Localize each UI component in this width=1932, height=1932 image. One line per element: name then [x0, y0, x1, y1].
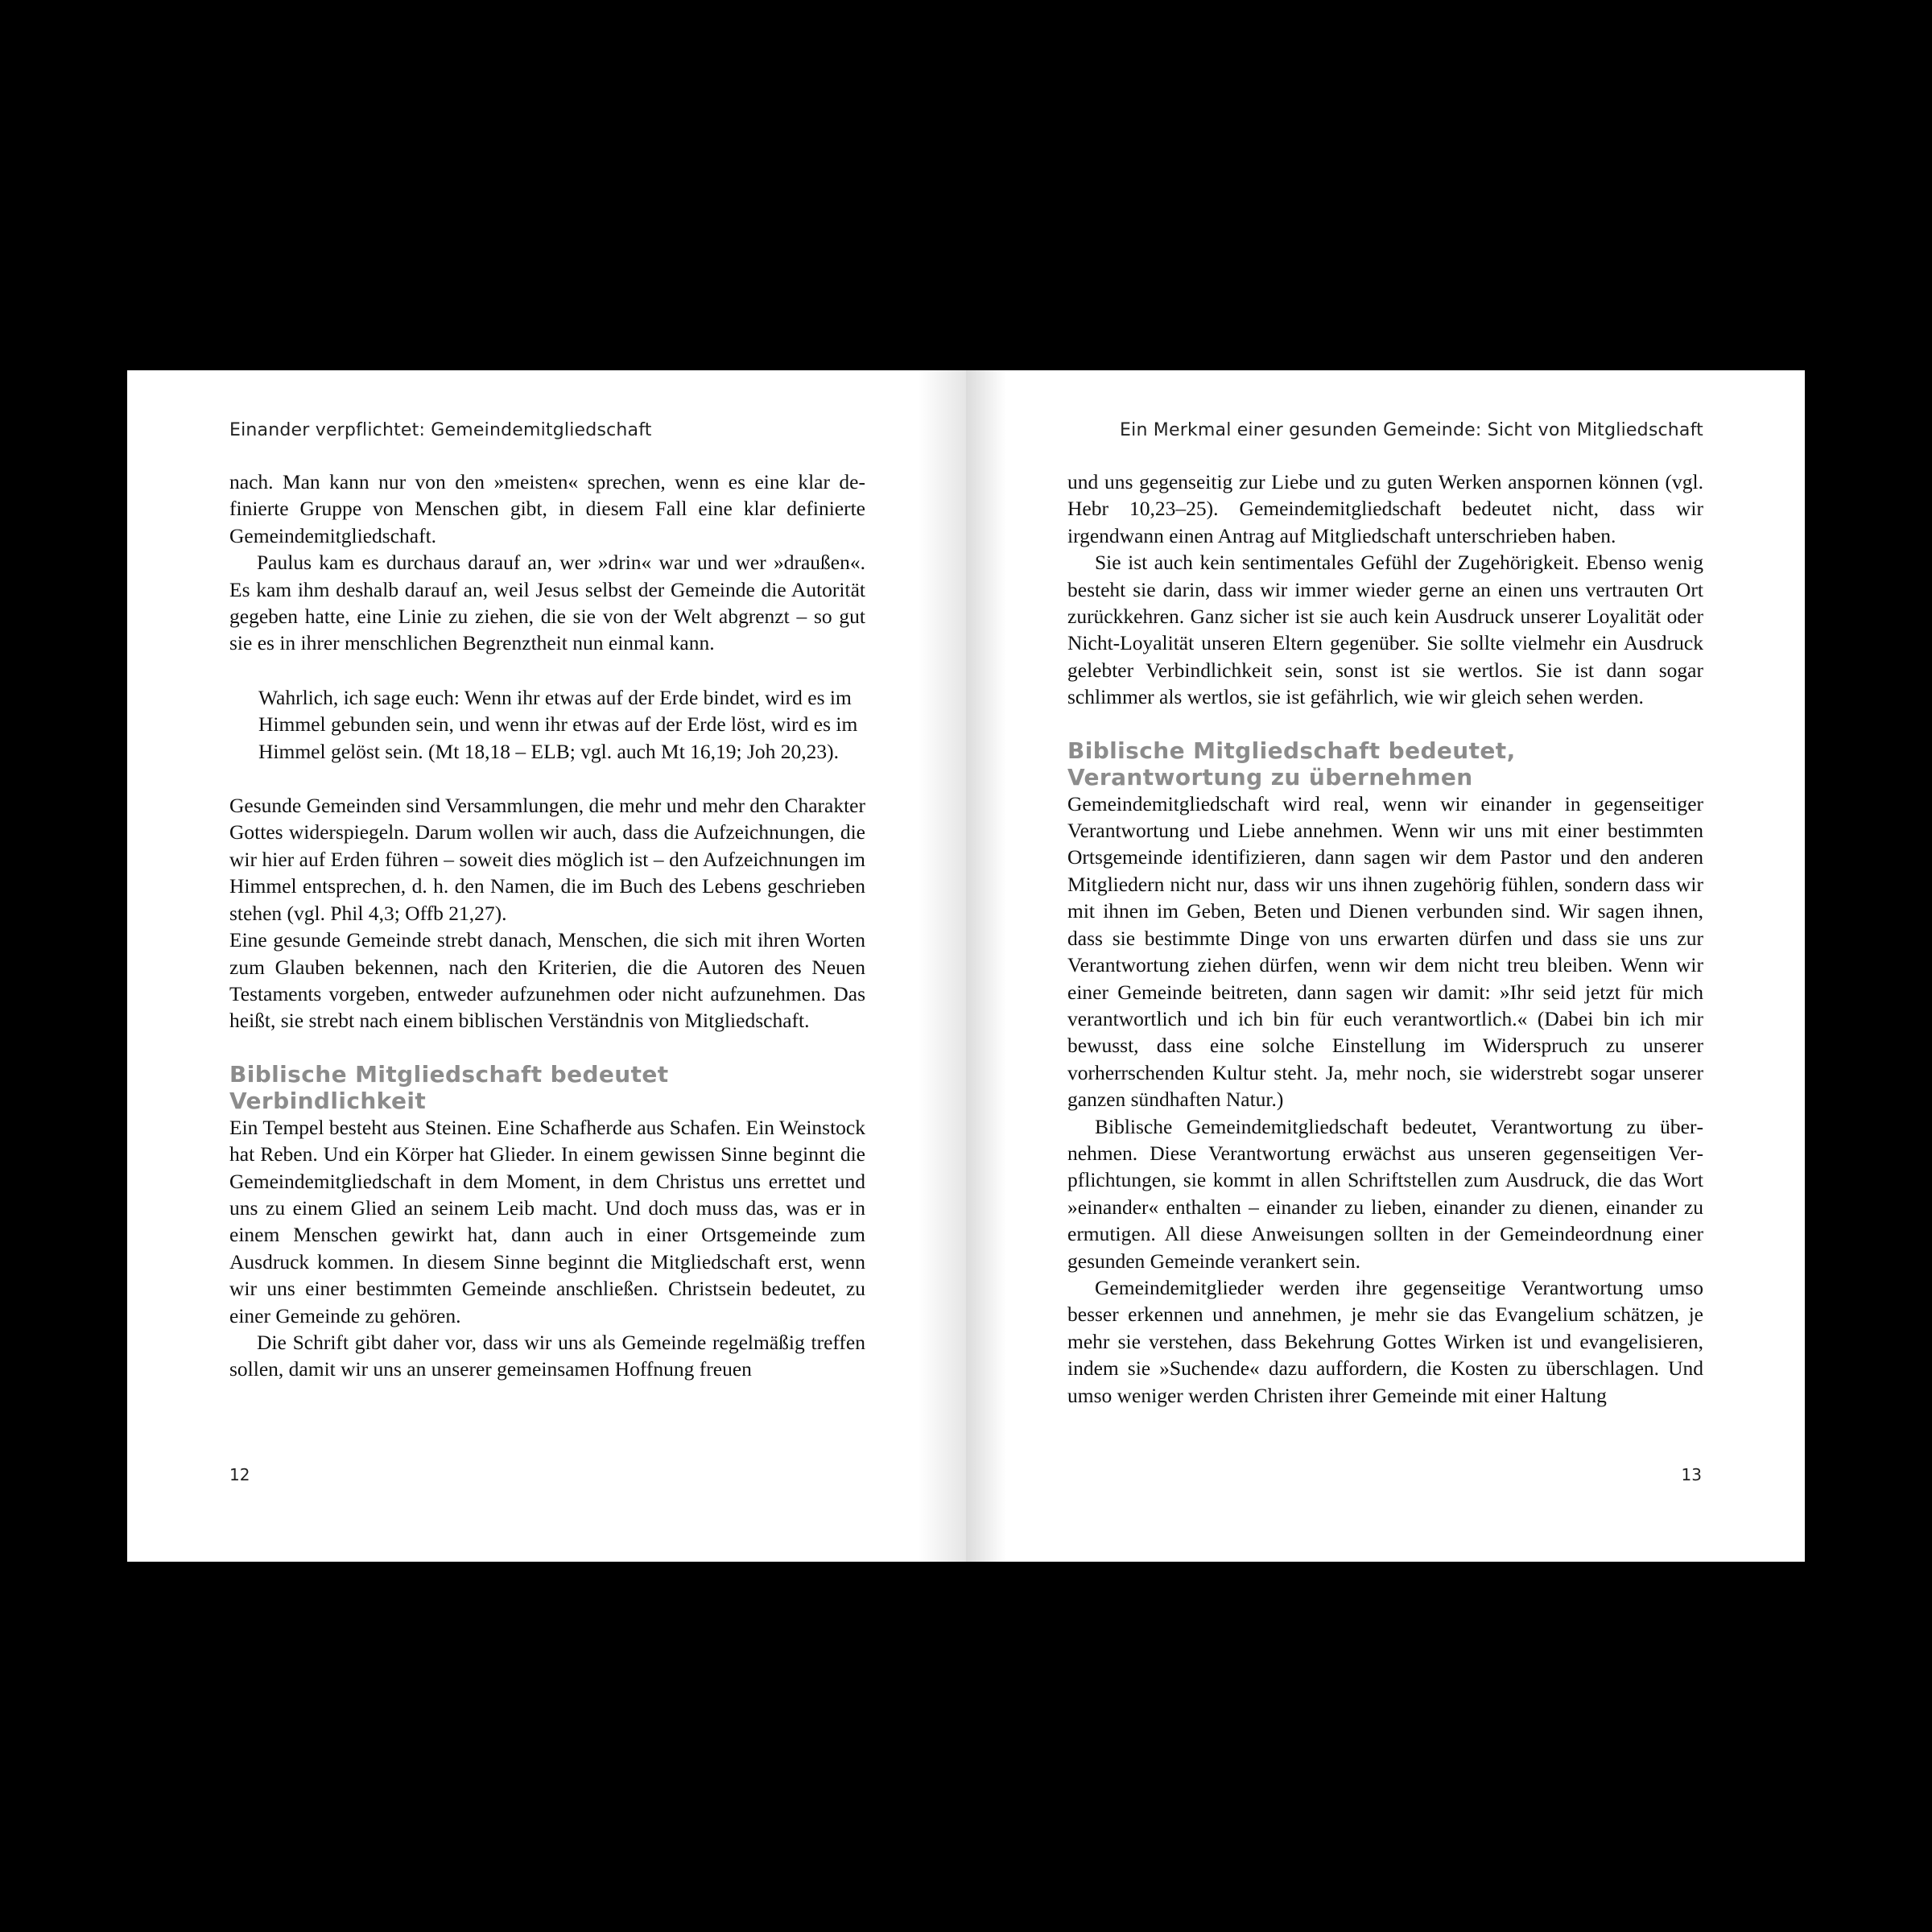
page-number: 12	[229, 1465, 250, 1484]
gutter-shadow	[918, 370, 966, 1562]
section-heading	[1067, 737, 1703, 791]
paragraph: Gemeindemitglieder werden ihre gegenseitige Verantwortung umso besser erkennen und annehmen, je mehr sie das Evangelium schätzen, je mehr sie verstehen, dass Bekehrung Gottes Wirken ist und evangelisieren, indem sie »Suchende« dazu auffordern, die Kosten zu überschlagen. Und umso weniger werden Christen ihrer Gemeinde mit einer Haltung	[1067, 1275, 1703, 1407]
section-heading: Biblische Mitgliedschaft bedeutet Verbindlichkeit	[229, 1060, 669, 1114]
gutter-shadow	[966, 370, 1006, 1562]
paragraph: Gemeindemitgliedschaft wird real, wenn wir einander in gegenseitiger Verantwortung und Liebe annehmen. Wenn wir uns mit einer bestimmten Ortsgemeinde identifizieren, dann sagen wir dem Pastor und den anderen Mitgliedern nicht nur, dass wir uns ihnen zugehörig fühlen, sondern dass wir mit ihnen im Geben, Beten und Dienen verbunden sind. Wir sagen ihnen, dass sie bestimmte Dinge von uns erwarten dürfen und dass sie uns zur Verantwortung ziehen dürfen, wenn wir dem nicht treu bleiben. Wenn wir einer Gemeinde beitreten, dann sagen wir damit: »Ihr seid jetzt für mich verantwortlich und ich bin für euch verantwortlich.« (Dabei bin ich mir bewusst, dass eine solche Einstellung im Widerspruch zu unserer vorherrschenden Kultur steht. Ja, mehr noch, sie widerstrebt sogar unserer ganzen sündhaften Natur.)	[1067, 791, 1703, 1112]
left-page	[127, 370, 966, 1562]
paragraph: und uns gegenseitig zur Liebe und zu guten Werken anspornen können (vgl. Hebr 10,23–25). Gemeindemitgliedschaft bedeutet nicht, dass wir irgendwann einen Antrag auf Mitgliedschaft unterschrieben haben.	[1067, 470, 1703, 547]
paragraph: Sie ist auch kein sentimentales Gefühl der Zugehörigkeit. Ebenso wenig besteht sie darin, dass wir immer wieder gerne an einen uns vertrauten Ort zurückkehren. Ganz sicher ist sie auch kein Ausdruck unserer Loyalität oder Nicht-Loyalität unseren Eltern gegenüber. Sie sollte vielmehr ein Ausdruck gelebter Verbindlichkeit sein, sonst ist sie wertlos. Sie ist dann sogar schlimmer als wertlos, sie ist gefährlich, wie wir gleich sehen werden.	[1067, 551, 1703, 709]
paragraph: Ein Tempel besteht aus Steinen. Eine Schafherde aus Schafen. Ein Weinstock hat Reben. Und ein Körper hat Glieder. In einem gewissen Sinne beginnt die Gemeindemitgliedschaft in dem Moment, in dem Christus uns errettet und uns zu einem Glied an seinem Leib macht. Und doch muss das, was er in einem Menschen gewirkt hat, dann auch in einer Ortsgemeinde zum Ausdruck kommen. In diesem Sinne beginnt die Mitgliedschaft erst, wenn wir uns einer bestimmten Gemeinde anschließen. Christsein bedeutet, zu einer Gemeinde zu gehören.	[229, 1115, 865, 1327]
section-heading-line-2: Verantwortung zu übernehmen	[1067, 763, 1473, 791]
paragraph: Biblische Gemeindemitgliedschaft bedeutet, Verantwortung zu übernehmen. Diese Verantwortung erwächst aus unseren gegenseitigen Verpflichtungen, sie kommt in allen Schriftstellen zum Ausdruck, die das Wort »einander« enthalten – einander zu lieben, einander zu dienen, einander zu ermutigen. All diese Anweisungen sollten in der Gemeindeordnung einer gesunden Gemeinde verankert sein.	[1067, 1114, 1703, 1273]
running-head: Ein Merkmal einer gesunden Gemeinde: Sicht von Mitgliedschaft	[1120, 420, 1703, 440]
right-page	[966, 370, 1805, 1562]
book-spread	[127, 370, 1805, 1562]
section-heading-line-1: Biblische Mitgliedschaft bedeutet,	[1067, 737, 1516, 764]
body-text	[1067, 469, 1703, 1409]
paragraph: Gesunde Gemeinden sind Versammlungen, die mehr und mehr den Charakter Gottes widerspiegeln. Darum wollen wir auch, dass die Aufzeichnungen, die wir hier auf Erden führen – soweit dies möglich ist – den Aufzeichnungen im Himmel entsprechen, d. h. den Namen, die im Buch des Lebens geschrieben stehen (vgl. Phil 4,3; Offb 21,27).	[229, 794, 865, 925]
page-number: 13	[1681, 1465, 1702, 1484]
paragraph: nach. Man kann nur von den »meisten« sprechen, wenn es eine klar definierte Gruppe von Menschen gibt, in diesem Fall eine klar definierte Gemeindemitgliedschaft.	[229, 470, 865, 547]
running-head: Einander verpflichtet: Gemeindemitgliedschaft	[229, 420, 652, 440]
body-text	[229, 469, 865, 1383]
block-quote: Wahrlich, ich sage euch: Wenn ihr etwas auf der Erde bindet, wird es im Himmel gebunden sein, und wenn ihr etwas auf der Erde löst, wird es im Himmel gelöst sein. (Mt 18,18 – ELB; vgl. auch Mt 16,19; Joh 20,23).	[258, 685, 858, 763]
paragraph: Die Schrift gibt daher vor, dass wir uns als Gemeinde regelmäßig treffen sollen, damit wir uns an unserer gemeinsamen Hoffnung freuen	[229, 1330, 865, 1381]
paragraph: Eine gesunde Gemeinde strebt danach, Menschen, die sich mit ihren Worten zum Glauben bekennen, nach den Kriterien, die die Autoren des Neuen Testaments vorgeben, entweder aufzunehmen oder nicht aufzunehmen. Das heißt, sie strebt nach einem biblischen Verständnis von Mitgliedschaft.	[229, 928, 865, 1033]
paragraph: Paulus kam es durchaus darauf an, wer »drin« war und wer »draußen«. Es kam ihm deshalb darauf an, weil Jesus selbst der Gemeinde die Autorität gegeben hatte, eine Linie zu ziehen, die sie von der Welt abgrenzt – so gut sie es in ihrer menschlichen Begrenztheit nun einmal kann.	[229, 551, 865, 655]
